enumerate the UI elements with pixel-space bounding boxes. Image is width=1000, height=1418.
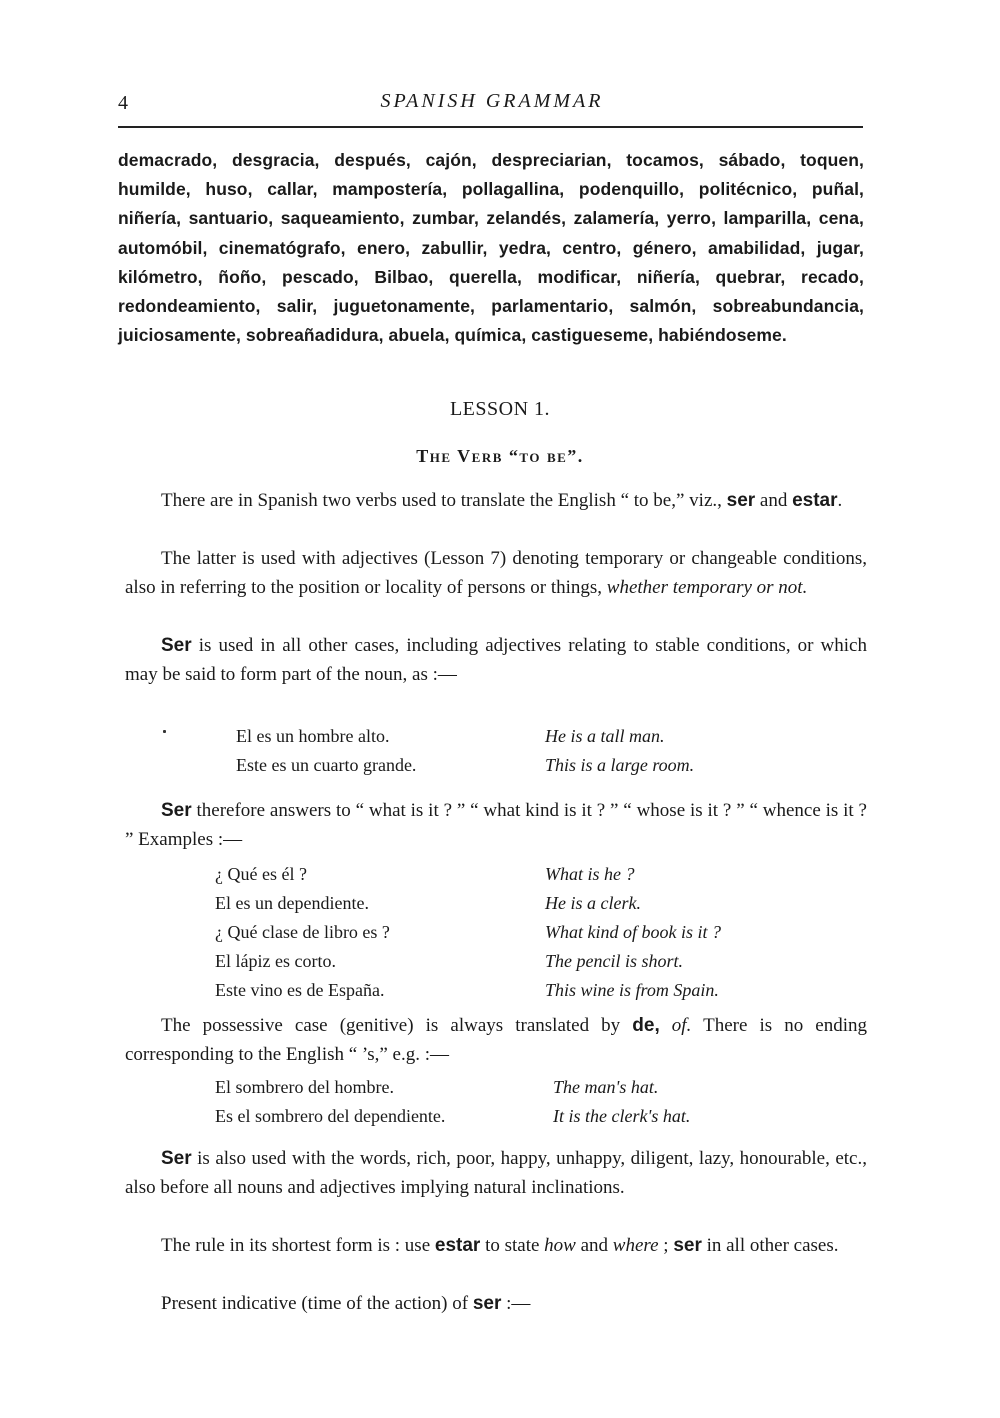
page-number: 4 (118, 92, 128, 114)
example-spanish: ¿ Qué es él ? (215, 864, 307, 884)
term-estar: estar (792, 490, 838, 511)
example-spanish: Es el sombrero del dependiente. (215, 1106, 446, 1126)
page-header (118, 88, 866, 128)
example-english: This is a large room. (545, 755, 695, 775)
term-de: de, (632, 1015, 660, 1036)
emphasis-where: where (612, 1235, 659, 1256)
paragraph-ser-words: Ser is also used with the words, rich, poor, happy, unhappy, diligent, lazy, honourable, etc., also before all nouns and adjectives implying natural inclinations. (125, 1148, 867, 1198)
example-spanish: Este vino es de España. (215, 980, 385, 1000)
example-spanish: Este es un cuarto grande. (236, 755, 417, 775)
example-spanish: ¿ Qué clase de libro es ? (215, 922, 390, 942)
term-ser: ser (726, 490, 756, 511)
paragraph-intro: There are in Spanish two verbs used to translate the English “ to be,” viz., ser and estar. (161, 490, 843, 511)
term-ser: Ser (161, 800, 192, 821)
paragraph-present-indicative: Present indicative (time of the action) of ser :— (161, 1293, 531, 1314)
example-spanish: El sombrero del hombre. (215, 1077, 394, 1097)
header-rule (118, 126, 863, 128)
emphasis-how: how (544, 1235, 576, 1256)
term-estar: estar (434, 1235, 481, 1256)
paragraph-ser-answers: Ser therefore answers to “ what is it ? ” “ what kind is it ? ” “ whose is it ? ” “ whence is it ? ” Examples :— (125, 800, 867, 850)
pronunciation-word-list: demacrado, desgracia, después, cajón, despreciarian, tocamos, sábado, toquen, humilde, huso, callar, mampostería, pollagallina, podenquillo, politécnico, puñal, niñería, santuario, saqueamiento, zumbar, zelandés, zalamería, yerro, lamparilla, cena, automóbil, cinematógrafo, enero, zabullir, yedra, centro, género, amabilidad, jugar, kilómetro, ñoño, pescado, Bilbao, querella, modificar, niñería, quebrar, recado, redondeamiento, salir, juguetonamente, parlamentario, salmón, sobreabundancia, juiciosamente, sobreañadidura, abuela, química, castigueseme, habiéndoseme. (118, 150, 864, 346)
paragraph-ser-usage: Ser is used in all other cases, including adjectives relating to stable conditions, or which may be said to form part of the noun, as :— (125, 635, 867, 685)
lesson-title: LESSON 1. (449, 398, 551, 420)
example-english: The man's hat. (553, 1077, 659, 1097)
paragraph-estar-usage: The latter is used with adjectives (Lesson 7) denoting temporary or changeable conditions, also in referring to the position or locality of persons or things, whether temporary or not. (125, 548, 867, 598)
term-of: of. (659, 1015, 692, 1036)
example-english: He is a tall man. (545, 726, 665, 746)
lesson-subtitle: The Verb “to be”. (416, 446, 584, 466)
example-english: This wine is from Spain. (545, 980, 719, 1000)
running-title: SPANISH GRAMMAR (380, 90, 604, 112)
example-spanish: El es un hombre alto. (236, 726, 390, 746)
term-ser: ser (673, 1235, 702, 1256)
term-ser: Ser (161, 635, 192, 656)
term-ser: ser (472, 1293, 502, 1314)
example-english: It is the clerk's hat. (553, 1106, 691, 1126)
print-speck (163, 730, 166, 733)
example-english: He is a clerk. (545, 893, 641, 913)
paragraph-rule: The rule in its shortest form is : use estar to state how and where ; ser in all other cases. (161, 1235, 839, 1256)
paragraph-possessive: The possessive case (genitive) is always translated by de, of. There is no ending corresponding to the English “ ’s,” e.g. :— (125, 1015, 868, 1065)
example-english: What is he ? (545, 864, 635, 884)
example-spanish: El es un dependiente. (215, 893, 369, 913)
term-ser: Ser (161, 1148, 192, 1169)
example-english: The pencil is short. (545, 951, 683, 971)
emphasis-text: whether temporary or not. (606, 577, 808, 598)
example-spanish: El lápiz es corto. (215, 951, 336, 971)
example-english: What kind of book is it ? (545, 922, 721, 942)
